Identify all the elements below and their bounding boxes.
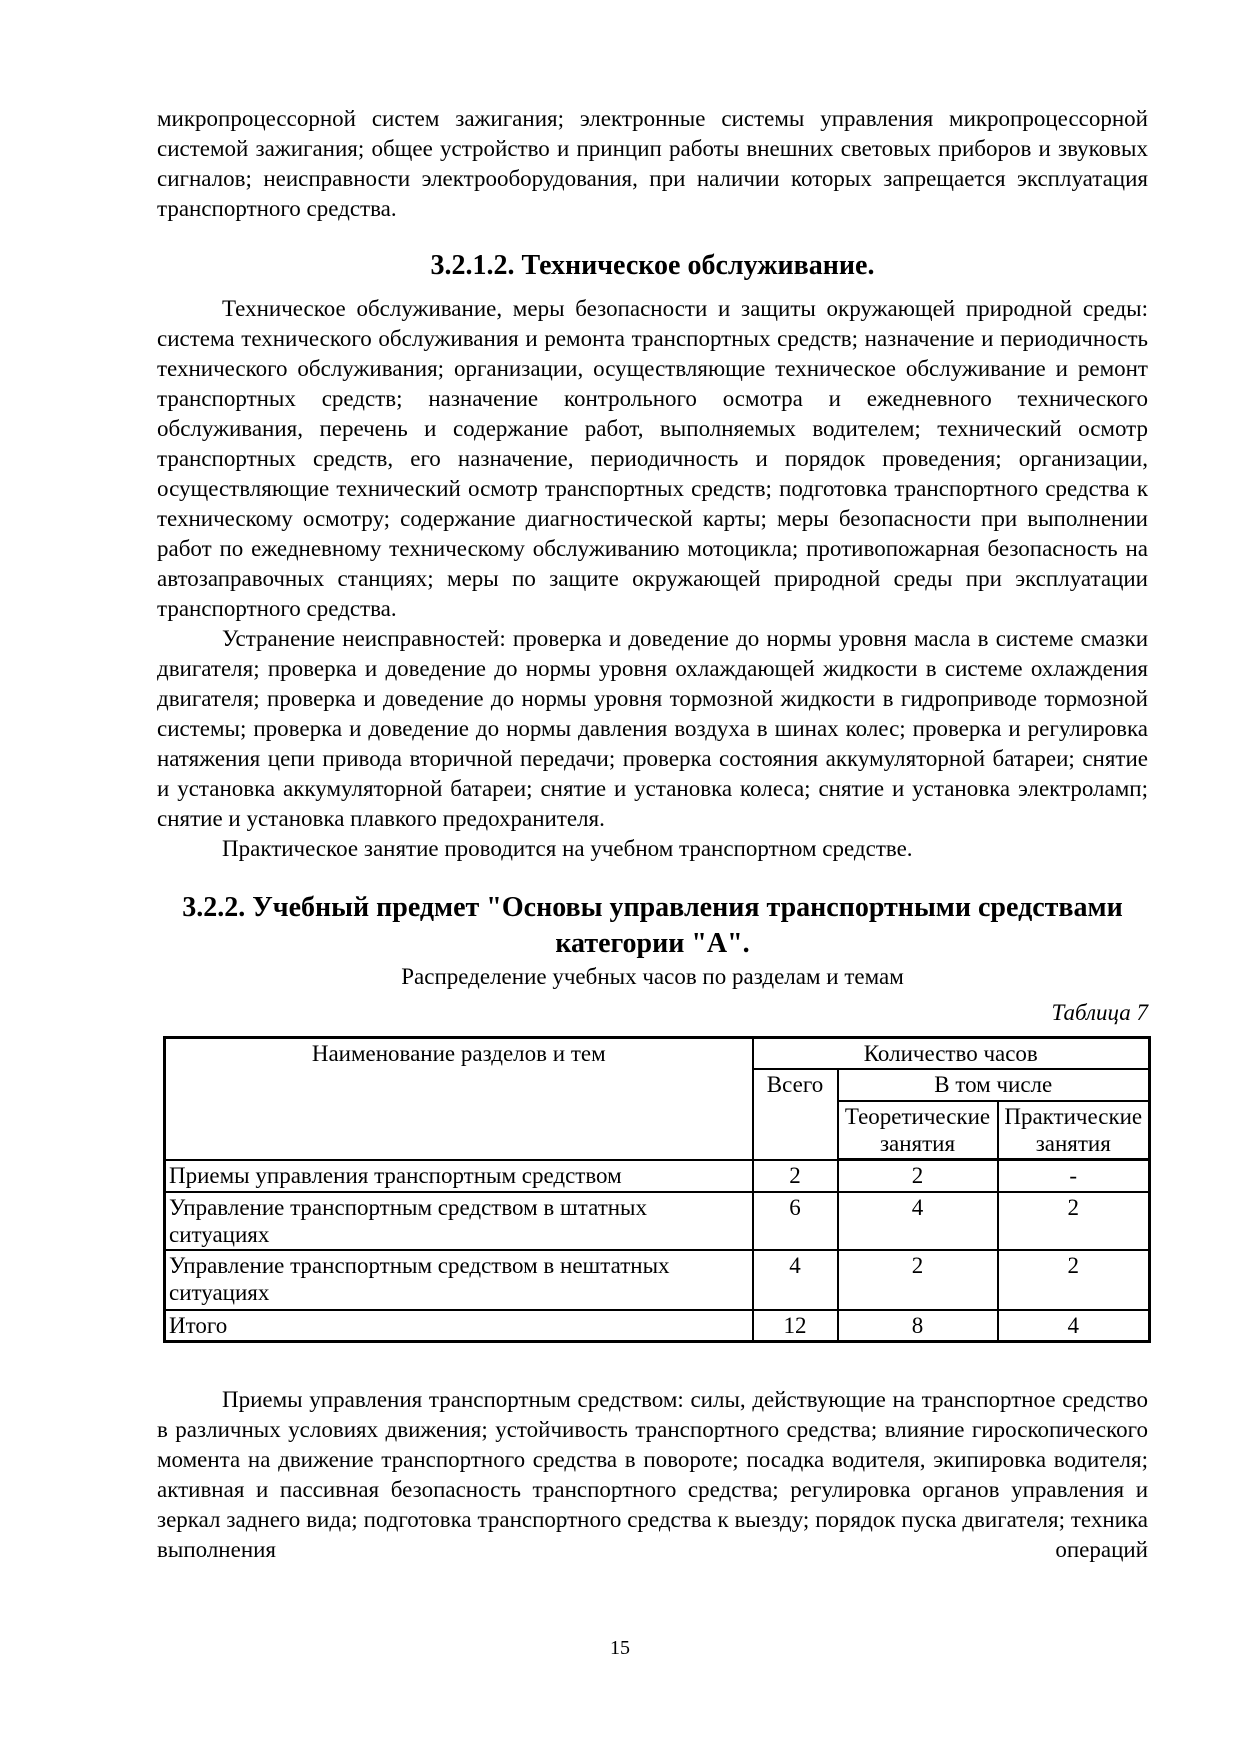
row-practice: 2: [998, 1250, 1150, 1310]
table-caption: Таблица 7: [1051, 1000, 1148, 1025]
para-vehicle-control: Приемы управления транспортным средством: силы, действующие на транспортное средство в различных условиях движения; устойчивость транспортного средства; влияние гироскопического момента на движение транспортного средства в повороте; посадка водителя, экипировка водителя; активная и пассивная безопасность транспортного средства; регулировка органов управления и зеркал заднего вида; подготовка транспортного средства к выезду; порядок пуска двигателя; техника выполнения операций: [157, 1386, 1148, 1562]
table-row: [165, 1160, 1150, 1192]
row-total: 4: [753, 1250, 838, 1310]
para-maintenance: Техническое обслуживание, меры безопасности и защиты окружающей природной среды: система технического обслуживания и ремонта транспортных средств; назначение и периодичность технического обслуживания; организации, осуществляющие техническое обслуживание и ремонт транспортных средств; назначение контрольного осмотра и ежедневного технического обслуживания, перечень и содержание работ, выполняемых водителем; технический осмотр транспортных средств, его назначение, периодичность и порядок проведения; организации, осуществляющие технический осмотр транспортных средств; подготовка транспортного средства к техническому осмотру; содержание диагностической карты; меры безопасности при выполнении работ по ежедневному техническому обслуживанию мотоцикла; противопожарная безопасность на автозаправочных станциях; меры по защите окружающей природной среды при эксплуатации транспортного средства.: [157, 296, 1148, 621]
table-header-hours: Количество часов: [753, 1038, 1150, 1070]
table-header-theory: Теоретические занятия: [838, 1101, 998, 1160]
para-continuation: микропроцессорной систем зажигания; электронные системы управления микропроцессорной системой зажигания; общее устройство и принцип работы внешних световых приборов и звуковых сигналов; неисправности электрооборудования, при наличии которых запрещается эксплуатация транспортного средства.: [157, 106, 1148, 221]
row-name: Итого: [165, 1310, 753, 1342]
para-troubleshooting: Устранение неисправностей: проверка и доведение до нормы уровня масла в системе смазки двигателя; проверка и доведение до нормы уровня охлаждающей жидкости в системе охлаждения двигателя; проверка и доведение до нормы уровня тормозной жидкости в гидроприводе тормозной системы; проверка и доведение до нормы давления воздуха в шинах колес; проверка и регулировка натяжения цепи привода вторичной передачи; проверка состояния аккумуляторной батареи; снятие и установка аккумуляторной батареи; снятие и установка колеса; снятие и установка электроламп; снятие и установка плавкого предохранителя.: [157, 626, 1148, 831]
row-theory: 2: [838, 1160, 998, 1192]
row-practice: 2: [998, 1192, 1150, 1250]
section-heading-3212: 3.2.1.2. Техническое обслуживание.: [430, 250, 875, 281]
row-name: Управление транспортным средством в штатных ситуациях: [165, 1192, 753, 1250]
table-row: [165, 1250, 1150, 1310]
row-theory: 4: [838, 1192, 998, 1250]
row-theory: 8: [838, 1310, 998, 1342]
row-practice: -: [998, 1160, 1150, 1192]
row-name: Приемы управления транспортным средством: [165, 1160, 753, 1192]
para-practical-note: Практическое занятие проводится на учебном транспортном средстве.: [222, 836, 913, 861]
row-total: 12: [753, 1310, 838, 1342]
table-row-total: [165, 1310, 1150, 1342]
table-row: [165, 1192, 1150, 1250]
table-subtitle: Распределение учебных часов по разделам и темам: [401, 964, 904, 989]
row-practice: 4: [998, 1310, 1150, 1342]
page-number: 15: [610, 1637, 630, 1659]
hours-distribution-table: [163, 1036, 1151, 1343]
section-heading-322: 3.2.2. Учебный предмет "Основы управления транспортными средствами категории "А".: [182, 892, 1123, 959]
table-header-including: В том числе: [838, 1069, 1150, 1101]
row-name: Управление транспортным средством в нештатных ситуациях: [165, 1250, 753, 1310]
row-theory: 2: [838, 1250, 998, 1310]
row-total: 6: [753, 1192, 838, 1250]
table-header-total: Всего: [753, 1069, 838, 1160]
table-header-section-name: Наименование разделов и тем: [165, 1038, 753, 1160]
row-total: 2: [753, 1160, 838, 1192]
table-header-practice: Практические занятия: [998, 1101, 1150, 1160]
